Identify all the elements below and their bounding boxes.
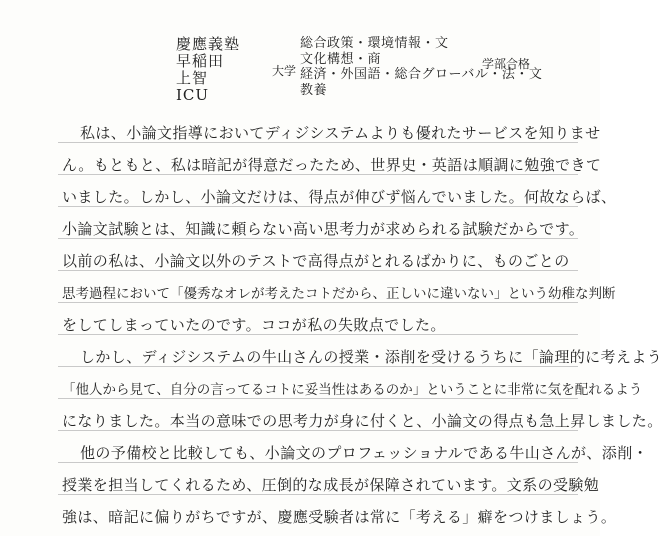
body-line: 授業を担当してくれるため、圧倒的な成長が保障されています。文系の受験勉 bbox=[62, 476, 600, 494]
university-name: ICU bbox=[176, 86, 210, 104]
university-list bbox=[176, 36, 240, 104]
faculty-line: 教養 bbox=[300, 82, 328, 98]
body-line: 思考過程において「優秀なオレが考えたコトだから、正しいに違いない」という幼稚な判断 bbox=[62, 286, 616, 302]
body-line: 小論文試験とは、知識に頼らない高い思考力が求められる試験だからです。 bbox=[62, 220, 585, 238]
daigaku-label: 大学 bbox=[272, 64, 297, 78]
body-line: 私は、小論文指導においてディジシステムよりも優れたサービスを知りませ bbox=[80, 124, 601, 142]
body-line: をしてしまっていたのです。ココが私の失敗点でした。 bbox=[62, 316, 446, 334]
university-name: 早稲田 bbox=[176, 52, 225, 70]
ruled-line bbox=[58, 302, 578, 303]
body-line: になりました。本当の意味での思考力が身に付くと、小論文の得点も急上昇しました。 bbox=[62, 412, 663, 430]
ruled-line bbox=[58, 398, 578, 399]
body-line: ん。もともと、私は暗記が得意だったため、世界史・英語は順調に勉強できて bbox=[62, 156, 602, 174]
faculty-line: 経済・外国語・総合グローバル・法・文 bbox=[300, 67, 543, 82]
university-name: 上智 bbox=[176, 69, 209, 87]
body-line: しかし、ディジシステムの牛山さんの授業・添削を受けるうちに「論理的に考えよう bbox=[80, 348, 663, 366]
body-line: 「他人から見て、自分の言ってるコトに妥当性はあるのか」ということに非常に気を配れるよう bbox=[62, 382, 643, 398]
body-line: 強は、暗記に偏りがちですが、慶應受験者は常に「考える」癖をつけましょう。 bbox=[62, 508, 617, 526]
body-line: 以前の私は、小論文以外のテストで高得点がとれるばかりに、ものごとの bbox=[62, 252, 570, 270]
university-name: 慶應義塾 bbox=[176, 35, 241, 53]
body-line: いました。しかし、小論文だけは、得点が伸びず悩んでいました。何故ならば、 bbox=[62, 188, 617, 206]
header-block bbox=[0, 22, 600, 132]
faculty-line: 総合政策・環境情報・文 bbox=[300, 36, 449, 51]
faculty-line: 文化構想・商 bbox=[300, 51, 382, 67]
body-line: 他の予備校と比較しても、小論文のプロフェッショナルである牛山さんが、添削・ bbox=[80, 444, 649, 462]
gokaku-label: 学部合格 bbox=[482, 57, 531, 71]
